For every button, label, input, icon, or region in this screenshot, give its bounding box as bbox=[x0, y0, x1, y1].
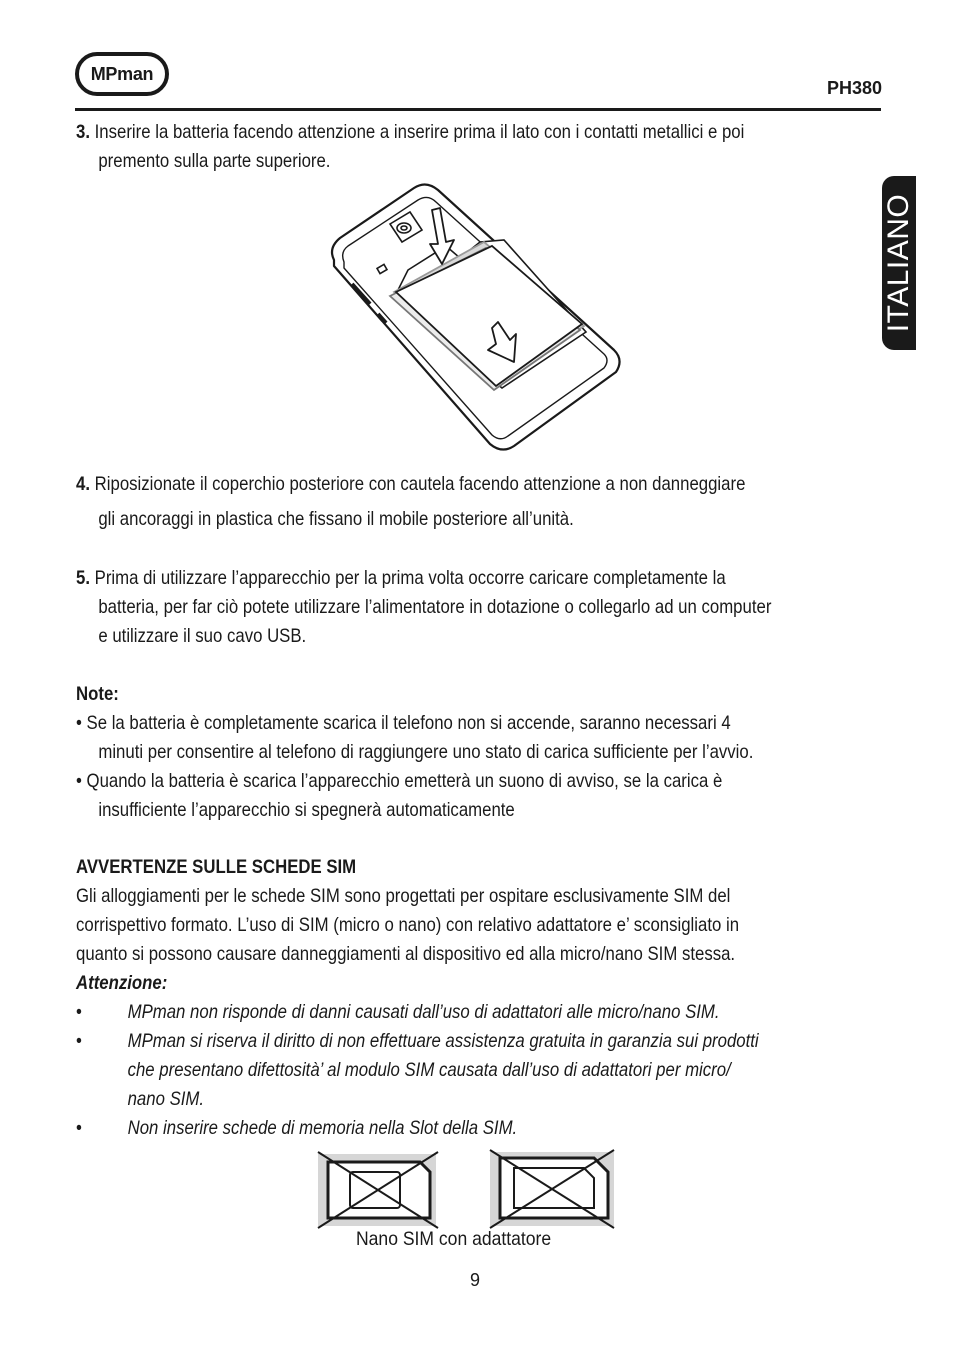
attention-item-3 bbox=[76, 1114, 884, 1143]
bullet-2: • bbox=[76, 1030, 82, 1052]
note-2-line-2: insufficiente l’apparecchio si spegnerà automaticamente bbox=[98, 799, 515, 821]
step-4-number: 4. bbox=[76, 473, 90, 495]
nano-sim-adapter-crossed-icon bbox=[316, 1150, 440, 1230]
note-1-line-2: minuti per consentire al telefono di raggiungere uno stato di carica sufficiente per l’avvio. bbox=[98, 741, 754, 763]
model-number: PH380 bbox=[826, 78, 882, 98]
attention-item-2-line-3: nano SIM. bbox=[127, 1088, 205, 1110]
attention-item-2-line-1: MPman si riserva il diritto di non effettuare assistenza gratuita in garanzia sui prodotti bbox=[127, 1030, 759, 1052]
note-1-line-1: • Se la batteria è completamente scarica il telefono non si accende, saranno necessari 4 bbox=[76, 712, 731, 734]
step-5-line-2: batteria, per far ciò potete utilizzare l’alimentatore in dotazione o collegarlo ad un computer bbox=[98, 596, 772, 618]
battery-insertion-illustration bbox=[326, 180, 628, 460]
mpman-logo bbox=[75, 52, 169, 96]
sim-section-title: AVVERTENZE SULLE SCHEDE SIM bbox=[76, 856, 357, 878]
step-3-number: 3. bbox=[76, 121, 90, 143]
notes-title: Note: bbox=[76, 683, 119, 705]
attention-item-2-line-2: che presentano difettosità’ al modulo SIM causata dall’uso di adattatori per micro/ bbox=[127, 1059, 731, 1081]
step-5-number: 5. bbox=[76, 567, 90, 589]
attention-item-1 bbox=[76, 998, 884, 1027]
page-number: 9 bbox=[470, 1270, 481, 1290]
attention-item-2 bbox=[76, 1027, 884, 1114]
logo-text: MPman bbox=[90, 63, 154, 84]
notes-section bbox=[76, 680, 884, 825]
attention-item-1-text: MPman non risponde di danni causati dall’uso di adattatori alle micro/nano SIM. bbox=[127, 1001, 720, 1023]
step-5-line-3: e utilizzare il suo cavo USB. bbox=[98, 625, 307, 647]
step-4 bbox=[76, 470, 884, 534]
sim-paragraph-line-2: corrispettivo formato. L’uso di SIM (micro o nano) con relativo adattatore e’ sconsigliato in bbox=[76, 914, 740, 936]
step-4-line-1: Riposizionate il coperchio posteriore con cautela facendo attenzione a non danneggiare bbox=[94, 473, 746, 495]
language-tab-label: ITALIANO bbox=[882, 193, 915, 333]
sim-warning-section bbox=[76, 853, 884, 1143]
attention-label: Attenzione: bbox=[76, 972, 168, 994]
sim-illustration-caption: Nano SIM con adattatore bbox=[356, 1228, 552, 1250]
step-3-line-2: premento sulla parte superiore. bbox=[98, 150, 331, 172]
attention-item-3-text: Non inserire schede di memoria nella Slot della SIM. bbox=[127, 1117, 518, 1139]
sim-paragraph-line-1: Gli alloggiamenti per le schede SIM sono progettati per ospitare esclusivamente SIM del bbox=[76, 885, 731, 907]
header-divider bbox=[75, 108, 881, 111]
micro-sim-adapter-crossed-icon bbox=[486, 1148, 618, 1230]
step-5-line-1: Prima di utilizzare l’apparecchio per la prima volta occorre caricare completamente la bbox=[94, 567, 726, 589]
step-3 bbox=[76, 118, 884, 176]
step-3-line-1: Inserire la batteria facendo attenzione a inserire prima il lato con i contatti metallici e poi bbox=[94, 121, 745, 143]
step-5 bbox=[76, 564, 884, 651]
bullet-3: • bbox=[76, 1117, 82, 1139]
note-2-line-1: • Quando la batteria è scarica l’apparecchio emetterà un suono di avviso, se la carica è bbox=[76, 770, 723, 792]
step-4-line-2: gli ancoraggi in plastica che fissano il mobile posteriore all’unità. bbox=[98, 508, 574, 530]
bullet-1: • bbox=[76, 1001, 82, 1023]
sim-paragraph-line-3: quanto si possono causare danneggiamenti al dispositivo ed alla micro/nano SIM stessa. bbox=[76, 943, 736, 965]
language-tab bbox=[882, 176, 916, 350]
